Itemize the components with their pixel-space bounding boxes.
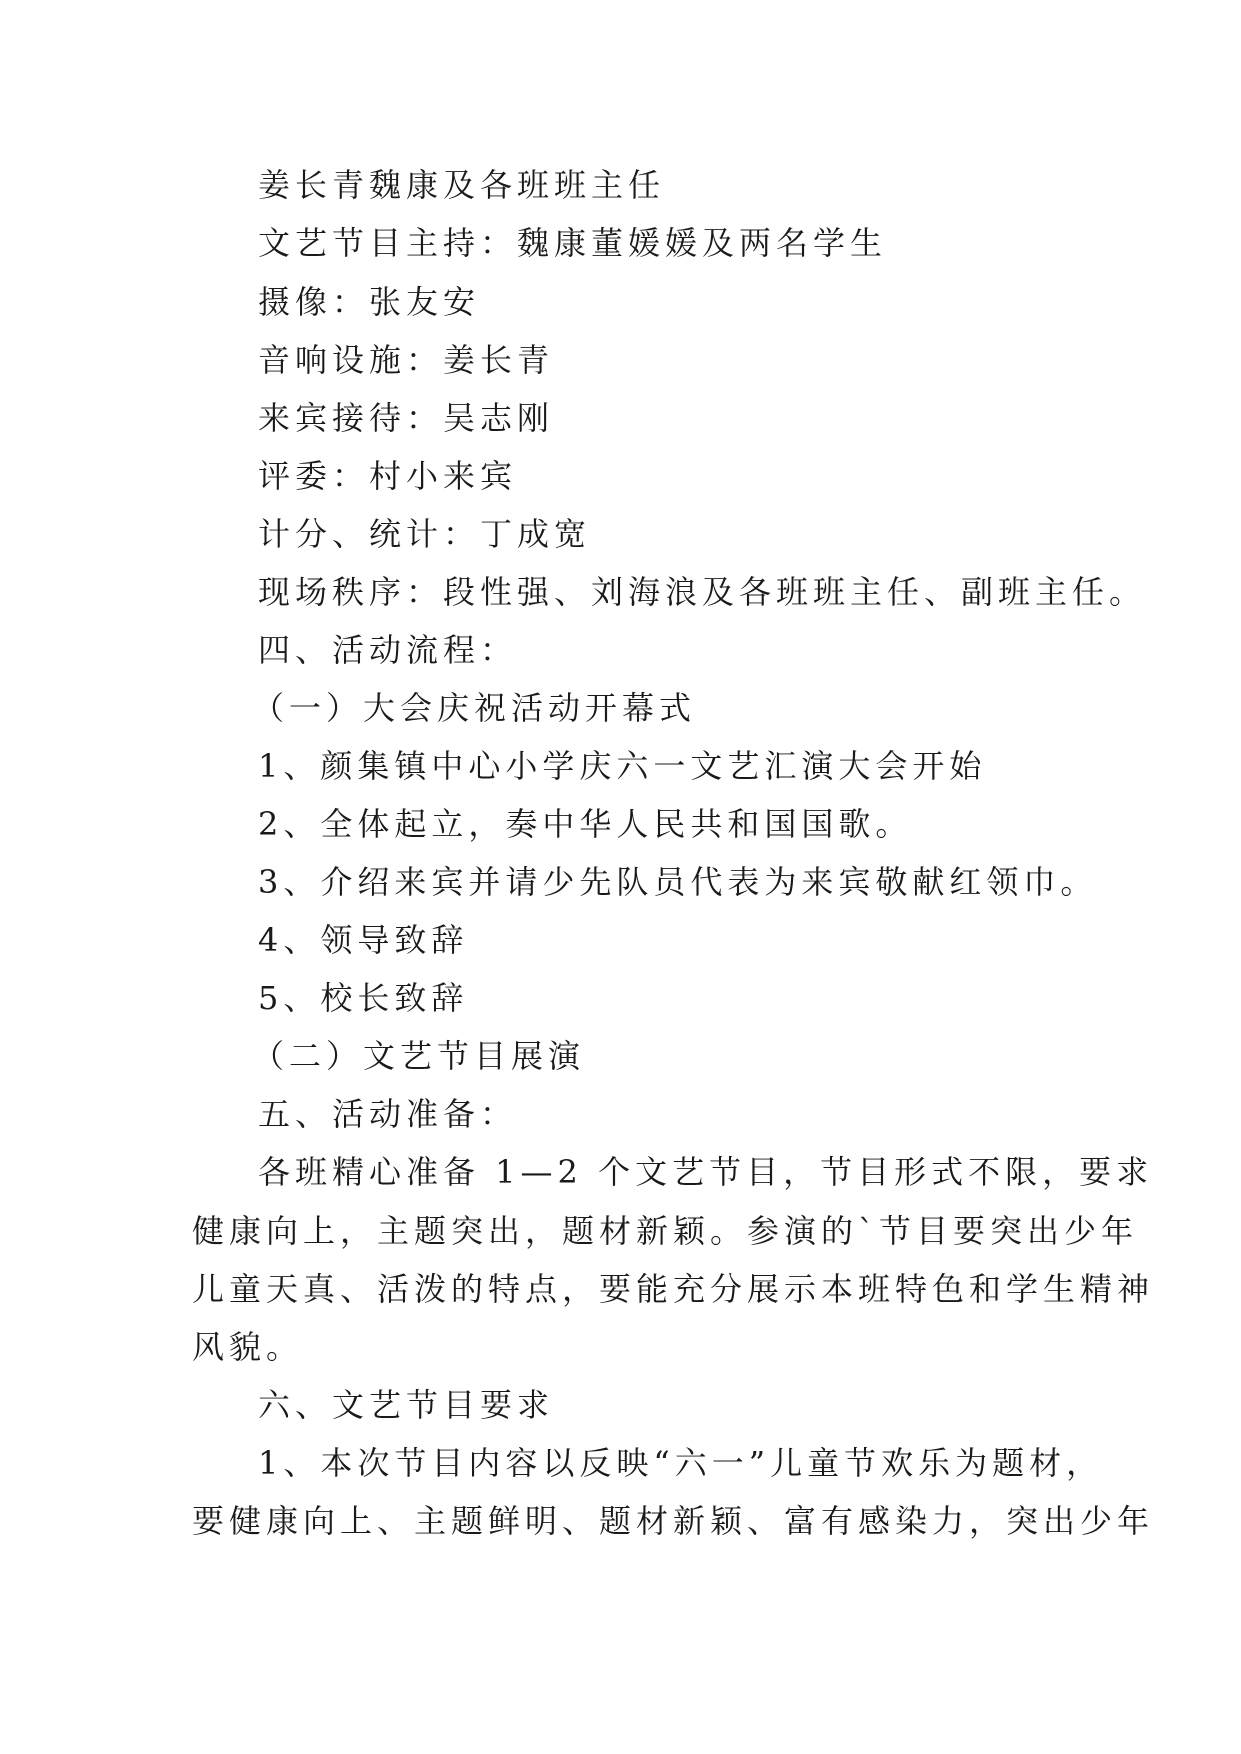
- section-heading-preparation: 五、活动准备：: [258, 1095, 518, 1133]
- paragraph-line: 各班精心准备 1—2 个文艺节目，节目形式不限，要求: [258, 1153, 1154, 1191]
- paragraph-line: 1、本次节目内容以反映“六一”儿童节欢乐为题材，: [258, 1444, 1104, 1482]
- staff-line-scoring: 计分、统计：丁成宽: [258, 515, 592, 553]
- staff-line-judges: 评委：村小来宾: [258, 457, 518, 495]
- section-heading-requirements: 六、文艺节目要求: [258, 1386, 555, 1424]
- staff-line-presenters: 文艺节目主持：魏康董媛媛及两名学生: [258, 224, 888, 262]
- paragraph-line: 健康向上，主题突出，题材新颖。参演的`节目要突出少年: [192, 1212, 1139, 1250]
- list-item: 1、颜集镇中心小学庆六一文艺汇演大会开始: [258, 747, 987, 785]
- list-item: 5、校长致辞: [258, 979, 469, 1017]
- list-item: 2、全体起立，奏中华人民共和国国歌。: [258, 805, 913, 843]
- staff-line-reception: 来宾接待：吴志刚: [258, 399, 555, 437]
- section-heading-process: 四、活动流程：: [258, 631, 518, 669]
- paragraph-line: 儿童天真、活泼的特点，要能充分展示本班特色和学生精神: [192, 1270, 1155, 1308]
- subsection-heading-performances: （二）文艺节目展演: [252, 1037, 586, 1075]
- list-item: 3、介绍来宾并请少先队员代表为来宾敬献红领巾。: [258, 863, 1098, 901]
- paragraph-line: 要健康向上、主题鲜明、题材新颖、富有感染力，突出少年: [192, 1502, 1155, 1540]
- staff-line-hosts: 姜长青魏康及各班班主任: [258, 166, 666, 204]
- list-item: 4、领导致辞: [258, 921, 469, 959]
- staff-line-audio: 音响设施：姜长青: [258, 341, 555, 379]
- paragraph-line: 风貌。: [192, 1328, 304, 1366]
- staff-line-order: 现场秩序：段性强、刘海浪及各班班主任、副班主任。: [258, 573, 1147, 611]
- staff-line-camera: 摄像：张友安: [258, 283, 481, 321]
- subsection-heading-opening: （一）大会庆祝活动开幕式: [252, 689, 697, 727]
